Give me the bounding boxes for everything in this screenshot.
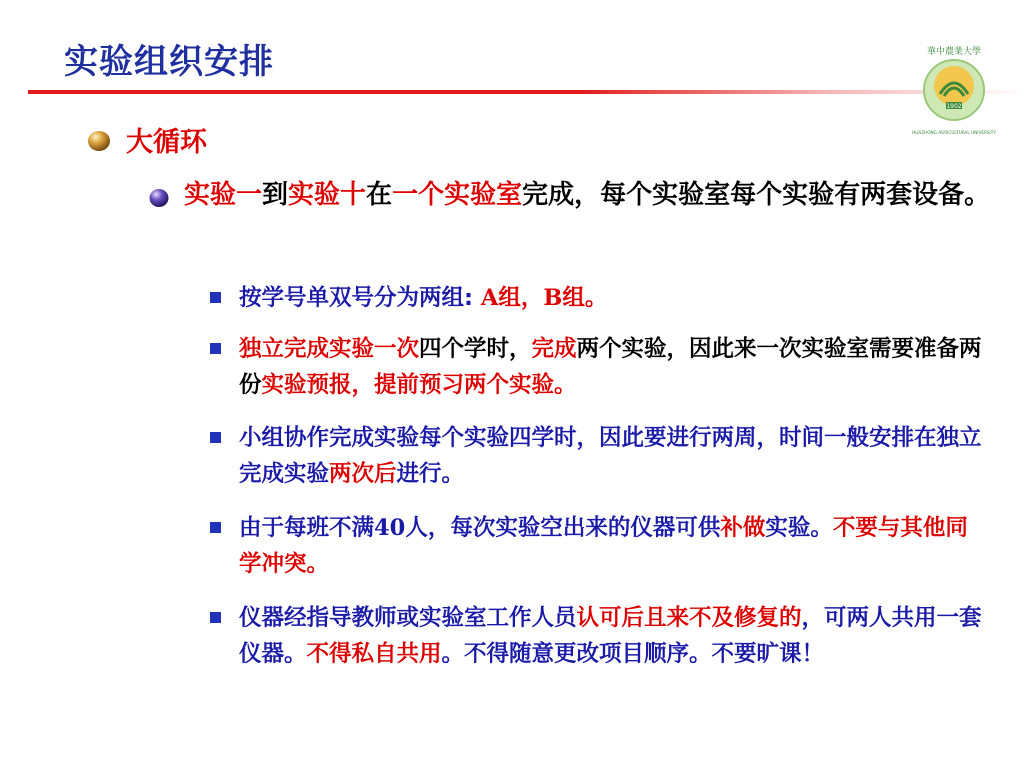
bullet-item-2 — [210, 331, 990, 403]
bullet-item-3 — [210, 420, 990, 492]
bullet-text-1: 按学号单双号分为两组: A组，B组。 — [239, 285, 608, 311]
bronze-orb-bullet-icon — [86, 127, 112, 153]
university-seal-icon — [900, 36, 1008, 144]
level1-text: 大循环 — [126, 127, 207, 158]
title-divider — [28, 90, 1024, 94]
purple-orb-bullet-icon — [148, 187, 170, 209]
seal-top-chars: 華中農業大學 — [926, 47, 982, 57]
square-bullet-icon — [210, 343, 221, 354]
square-bullet-icon — [210, 292, 221, 303]
bullet-item-5 — [210, 600, 990, 672]
bullet-text-4: 由于每班不满40人，每次实验空出来的仪器可供补做实验。不要与其他同学冲突。 — [239, 515, 968, 577]
seal-year: 1902 — [946, 103, 962, 110]
level2-item — [148, 177, 993, 214]
bullet-text-5: 仪器经指导教师或实验室工作人员认可后且来不及修复的，可两人共用一套仪器。不得私自共用。不得随意更改项目顺序。不要旷课！ — [239, 605, 982, 667]
level2-text: 实验一到实验十在一个实验室完成，每个实验室每个实验有两套设备。 — [184, 180, 991, 210]
seal-curve-text: HUAZHONG AGRICULTURAL UNIVERSITY — [912, 130, 996, 135]
square-bullet-icon — [210, 612, 221, 623]
bullet-item-4 — [210, 510, 990, 582]
square-bullet-icon — [210, 432, 221, 443]
level1-item — [86, 120, 207, 159]
square-bullet-icon — [210, 522, 221, 533]
bullet-text-3: 小组协作完成实验每个实验四学时，因此要进行两周，时间一般安排在独立完成实验两次后进行。 — [239, 425, 982, 487]
bullet-item-1 — [210, 280, 990, 316]
bullet-text-2: 独立完成实验一次四个学时，完成两个实验，因此来一次实验室需要准备两份实验预报，提前预习两个实验。 — [239, 336, 982, 398]
page-title: 实验组织安排 — [64, 42, 274, 82]
